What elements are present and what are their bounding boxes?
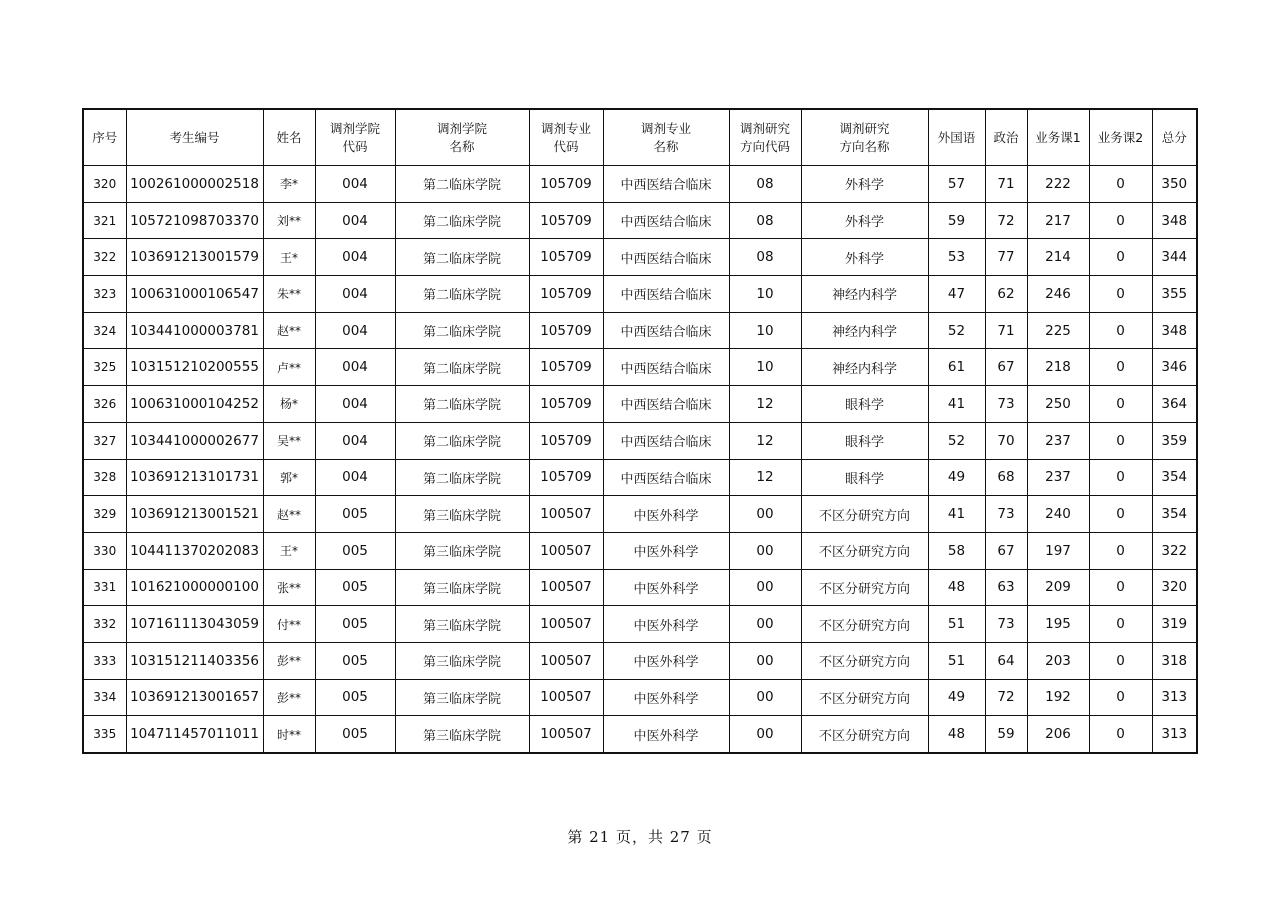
cell-name: 彭** [263,642,315,679]
cell-subject-1: 240 [1027,496,1089,533]
cell-foreign-language: 59 [928,202,985,239]
cell-college-code: 004 [315,202,395,239]
cell-name: 时** [263,716,315,753]
cell-subject-2: 0 [1089,532,1152,569]
table-row [83,569,1197,606]
cell-candidate-id: 103691213001521 [126,496,263,533]
cell-total: 344 [1152,239,1197,276]
cell-college-name: 第三临床学院 [395,642,529,679]
table-body [83,166,1197,754]
header-label: 调剂专业 [640,120,691,136]
cell-subject-2: 0 [1089,459,1152,496]
cell-college-code: 005 [315,569,395,606]
cell-name: 赵** [263,312,315,349]
cell-total: 364 [1152,386,1197,423]
cell-subject-2: 0 [1089,569,1152,606]
cell-subject-2: 0 [1089,679,1152,716]
header-total [1152,109,1197,166]
cell-candidate-id: 103691213101731 [126,459,263,496]
header-label: 调剂研究 [839,120,890,136]
cell-candidate-id: 101621000000100 [126,569,263,606]
cell-politics: 62 [985,276,1027,313]
cell-direction-code: 00 [729,496,801,533]
cell-foreign-language: 58 [928,532,985,569]
cell-direction-code: 08 [729,166,801,203]
cell-name: 王* [263,532,315,569]
cell-subject-2: 0 [1089,276,1152,313]
cell-college-name: 第二临床学院 [395,166,529,203]
cell-college-name: 第三临床学院 [395,532,529,569]
cell-total: 359 [1152,422,1197,459]
cell-direction-code: 10 [729,349,801,386]
cell-major-name: 中西医结合临床 [603,202,729,239]
cell-total: 348 [1152,312,1197,349]
cell-college-name: 第三临床学院 [395,716,529,753]
cell-subject-2: 0 [1089,606,1152,643]
header-major-code [529,109,603,166]
header-label: 名称 [653,138,679,154]
header-row [83,109,1197,166]
cell-candidate-id: 104411370202083 [126,532,263,569]
cell-subject-1: 237 [1027,459,1089,496]
cell-seq: 323 [83,276,126,313]
cell-direction-code: 10 [729,312,801,349]
cell-major-code: 100507 [529,679,603,716]
header-name [263,109,315,166]
cell-subject-1: 217 [1027,202,1089,239]
cell-name: 彭** [263,679,315,716]
cell-foreign-language: 49 [928,679,985,716]
cell-direction-code: 00 [729,642,801,679]
cell-direction-code: 12 [729,422,801,459]
header-label: 调剂研究 [739,120,790,136]
cell-seq: 322 [83,239,126,276]
cell-foreign-language: 61 [928,349,985,386]
cell-direction-name: 不区分研究方向 [801,642,928,679]
cell-name: 李* [263,166,315,203]
cell-subject-2: 0 [1089,166,1152,203]
cell-foreign-language: 52 [928,422,985,459]
header-label: 业务课1 [1035,129,1081,145]
cell-seq: 334 [83,679,126,716]
header-label: 业务课2 [1097,129,1144,145]
cell-candidate-id: 103151211403356 [126,642,263,679]
header-label: 名称 [449,138,475,154]
cell-name: 刘** [263,202,315,239]
cell-total: 348 [1152,202,1197,239]
cell-college-code: 005 [315,496,395,533]
cell-seq: 320 [83,166,126,203]
cell-major-code: 105709 [529,459,603,496]
cell-college-name: 第二临床学院 [395,312,529,349]
cell-total: 355 [1152,276,1197,313]
cell-politics: 71 [985,312,1027,349]
cell-direction-name: 外科学 [801,166,928,203]
cell-major-name: 中西医结合临床 [603,422,729,459]
cell-name: 杨* [263,386,315,423]
cell-politics: 72 [985,202,1027,239]
header-major-name [603,109,729,166]
cell-major-name: 中西医结合临床 [603,349,729,386]
cell-subject-2: 0 [1089,716,1152,753]
cell-major-code: 100507 [529,569,603,606]
cell-direction-code: 08 [729,239,801,276]
cell-candidate-id: 105721098703370 [126,202,263,239]
header-label: 代码 [342,138,368,154]
cell-subject-1: 246 [1027,276,1089,313]
cell-subject-1: 203 [1027,642,1089,679]
cell-politics: 73 [985,606,1027,643]
cell-college-code: 005 [315,642,395,679]
header-label: 姓名 [276,129,302,145]
cell-subject-2: 0 [1089,422,1152,459]
header-candidate-id [126,109,263,166]
table-row [83,276,1197,313]
cell-college-code: 005 [315,532,395,569]
cell-subject-2: 0 [1089,386,1152,423]
header-label: 考生编号 [169,129,220,145]
cell-seq: 328 [83,459,126,496]
cell-subject-1: 192 [1027,679,1089,716]
cell-subject-1: 214 [1027,239,1089,276]
table-row [83,202,1197,239]
table-row [83,532,1197,569]
cell-seq: 330 [83,532,126,569]
cell-foreign-language: 57 [928,166,985,203]
header-label: 序号 [92,129,118,145]
cell-college-name: 第二临床学院 [395,276,529,313]
cell-major-name: 中医外科学 [603,532,729,569]
cell-college-code: 004 [315,312,395,349]
header-direction-name [801,109,928,166]
cell-subject-1: 225 [1027,312,1089,349]
cell-name: 付** [263,606,315,643]
cell-major-code: 105709 [529,202,603,239]
cell-politics: 70 [985,422,1027,459]
header-seq [83,109,126,166]
cell-major-name: 中医外科学 [603,716,729,753]
header-label: 代码 [553,138,579,154]
cell-direction-code: 00 [729,716,801,753]
cell-seq: 335 [83,716,126,753]
cell-direction-name: 不区分研究方向 [801,569,928,606]
cell-candidate-id: 104711457011011 [126,716,263,753]
header-label: 方向名称 [839,138,890,154]
cell-college-name: 第三临床学院 [395,496,529,533]
cell-foreign-language: 41 [928,386,985,423]
cell-major-code: 100507 [529,606,603,643]
table-row [83,459,1197,496]
cell-major-name: 中西医结合临床 [603,239,729,276]
cell-major-code: 100507 [529,716,603,753]
header-label: 调剂学院 [329,120,380,136]
score-table [82,108,1198,754]
header-label: 调剂专业 [540,120,591,136]
cell-total: 318 [1152,642,1197,679]
cell-name: 王* [263,239,315,276]
cell-foreign-language: 41 [928,496,985,533]
cell-name: 卢** [263,349,315,386]
cell-seq: 326 [83,386,126,423]
cell-candidate-id: 103441000002677 [126,422,263,459]
cell-direction-name: 神经内科学 [801,276,928,313]
cell-politics: 71 [985,166,1027,203]
cell-major-name: 中医外科学 [603,679,729,716]
cell-subject-1: 218 [1027,349,1089,386]
header-subject-2 [1089,109,1152,166]
cell-foreign-language: 48 [928,716,985,753]
cell-direction-name: 外科学 [801,202,928,239]
cell-major-name: 中西医结合临床 [603,312,729,349]
cell-college-name: 第二临床学院 [395,459,529,496]
cell-seq: 321 [83,202,126,239]
cell-foreign-language: 47 [928,276,985,313]
cell-subject-2: 0 [1089,349,1152,386]
cell-candidate-id: 100631000104252 [126,386,263,423]
cell-direction-name: 眼科学 [801,386,928,423]
header-college-code [315,109,395,166]
cell-politics: 72 [985,679,1027,716]
cell-subject-1: 237 [1027,422,1089,459]
cell-major-name: 中医外科学 [603,496,729,533]
cell-major-code: 105709 [529,239,603,276]
table-row [83,312,1197,349]
cell-politics: 73 [985,496,1027,533]
cell-name: 朱** [263,276,315,313]
cell-candidate-id: 100631000106547 [126,276,263,313]
cell-direction-name: 眼科学 [801,422,928,459]
cell-subject-2: 0 [1089,312,1152,349]
table-row [83,239,1197,276]
cell-college-name: 第三临床学院 [395,569,529,606]
cell-subject-2: 0 [1089,642,1152,679]
cell-total: 346 [1152,349,1197,386]
cell-major-name: 中医外科学 [603,569,729,606]
cell-college-code: 004 [315,459,395,496]
cell-major-name: 中西医结合临床 [603,276,729,313]
cell-foreign-language: 52 [928,312,985,349]
cell-total: 320 [1152,569,1197,606]
cell-college-name: 第二临床学院 [395,202,529,239]
cell-seq: 333 [83,642,126,679]
cell-subject-1: 206 [1027,716,1089,753]
cell-subject-1: 250 [1027,386,1089,423]
cell-total: 354 [1152,459,1197,496]
header-foreign-language [928,109,985,166]
cell-foreign-language: 51 [928,642,985,679]
cell-major-name: 中西医结合临床 [603,166,729,203]
cell-total: 350 [1152,166,1197,203]
cell-total: 313 [1152,679,1197,716]
cell-foreign-language: 48 [928,569,985,606]
cell-candidate-id: 107161113043059 [126,606,263,643]
cell-major-code: 105709 [529,349,603,386]
cell-direction-code: 00 [729,606,801,643]
cell-direction-name: 眼科学 [801,459,928,496]
header-label: 总分 [1161,129,1187,145]
cell-subject-2: 0 [1089,239,1152,276]
cell-major-code: 100507 [529,496,603,533]
cell-subject-1: 197 [1027,532,1089,569]
cell-seq: 324 [83,312,126,349]
cell-politics: 68 [985,459,1027,496]
cell-seq: 325 [83,349,126,386]
cell-subject-1: 195 [1027,606,1089,643]
cell-direction-code: 12 [729,386,801,423]
cell-politics: 67 [985,532,1027,569]
page-footer: 第 21 页，共 27 页 [567,828,713,846]
cell-major-code: 100507 [529,642,603,679]
cell-college-code: 005 [315,606,395,643]
cell-politics: 63 [985,569,1027,606]
cell-direction-name: 不区分研究方向 [801,606,928,643]
cell-seq: 332 [83,606,126,643]
cell-subject-1: 209 [1027,569,1089,606]
cell-candidate-id: 100261000002518 [126,166,263,203]
cell-direction-name: 神经内科学 [801,312,928,349]
table-row [83,496,1197,533]
cell-politics: 64 [985,642,1027,679]
table-row [83,679,1197,716]
cell-direction-name: 不区分研究方向 [801,496,928,533]
cell-seq: 329 [83,496,126,533]
cell-politics: 59 [985,716,1027,753]
cell-direction-code: 08 [729,202,801,239]
table-row [83,386,1197,423]
cell-college-name: 第二临床学院 [395,239,529,276]
cell-college-code: 005 [315,679,395,716]
cell-direction-name: 不区分研究方向 [801,679,928,716]
cell-major-code: 105709 [529,386,603,423]
cell-candidate-id: 103151210200555 [126,349,263,386]
header-label: 外国语 [937,129,976,145]
cell-major-code: 105709 [529,312,603,349]
cell-name: 张** [263,569,315,606]
cell-subject-1: 222 [1027,166,1089,203]
cell-direction-name: 外科学 [801,239,928,276]
cell-direction-code: 12 [729,459,801,496]
table-row [83,642,1197,679]
cell-foreign-language: 51 [928,606,985,643]
cell-direction-code: 00 [729,532,801,569]
table-row [83,606,1197,643]
cell-direction-name: 不区分研究方向 [801,716,928,753]
cell-major-code: 100507 [529,532,603,569]
cell-seq: 331 [83,569,126,606]
cell-foreign-language: 53 [928,239,985,276]
table-row [83,716,1197,753]
cell-college-code: 004 [315,166,395,203]
cell-total: 322 [1152,532,1197,569]
cell-college-code: 004 [315,276,395,313]
cell-college-code: 005 [315,716,395,753]
cell-candidate-id: 103691213001657 [126,679,263,716]
cell-name: 郭* [263,459,315,496]
header-subject-1 [1027,109,1089,166]
cell-major-name: 中医外科学 [603,642,729,679]
cell-direction-name: 神经内科学 [801,349,928,386]
cell-major-code: 105709 [529,422,603,459]
cell-major-code: 105709 [529,276,603,313]
cell-college-name: 第三临床学院 [395,606,529,643]
cell-total: 313 [1152,716,1197,753]
cell-college-name: 第三临床学院 [395,679,529,716]
table-row [83,166,1197,203]
cell-college-name: 第二临床学院 [395,422,529,459]
header-politics [985,109,1027,166]
cell-name: 赵** [263,496,315,533]
cell-major-name: 中医外科学 [603,606,729,643]
cell-politics: 73 [985,386,1027,423]
header-college-name [395,109,529,166]
cell-college-name: 第二临床学院 [395,386,529,423]
cell-name: 吴** [263,422,315,459]
table-row [83,422,1197,459]
cell-college-code: 004 [315,349,395,386]
cell-politics: 67 [985,349,1027,386]
cell-subject-2: 0 [1089,202,1152,239]
cell-direction-code: 00 [729,569,801,606]
cell-college-code: 004 [315,239,395,276]
cell-direction-code: 00 [729,679,801,716]
cell-total: 319 [1152,606,1197,643]
cell-major-name: 中西医结合临床 [603,459,729,496]
cell-candidate-id: 103441000003781 [126,312,263,349]
cell-major-code: 105709 [529,166,603,203]
cell-direction-name: 不区分研究方向 [801,532,928,569]
header-label: 方向代码 [739,138,790,154]
header-label: 政治 [993,129,1019,145]
header-label: 调剂学院 [436,120,487,136]
cell-candidate-id: 103691213001579 [126,239,263,276]
cell-direction-code: 10 [729,276,801,313]
cell-total: 354 [1152,496,1197,533]
cell-major-name: 中西医结合临床 [603,386,729,423]
cell-college-code: 004 [315,386,395,423]
table-header [83,109,1197,166]
cell-politics: 77 [985,239,1027,276]
table-row [83,349,1197,386]
cell-subject-2: 0 [1089,496,1152,533]
cell-seq: 327 [83,422,126,459]
cell-foreign-language: 49 [928,459,985,496]
cell-college-name: 第二临床学院 [395,349,529,386]
header-direction-code [729,109,801,166]
cell-college-code: 004 [315,422,395,459]
